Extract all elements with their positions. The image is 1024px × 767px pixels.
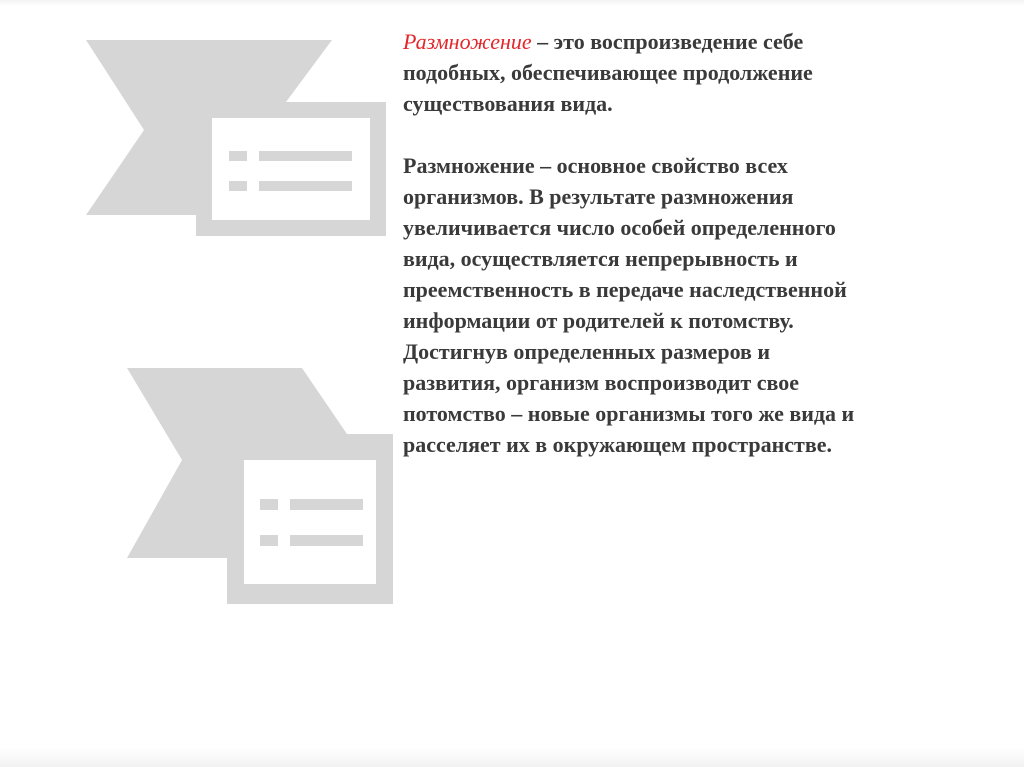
ribbon-list-icon [86,40,386,236]
definition-term: Размножение [403,29,532,54]
body-line: информации от родителей к потомству. [403,308,794,333]
ribbon-list-icon [127,368,393,604]
definition-line: существования вида. [403,91,613,116]
body-line: увеличивается число особей определенного [403,215,836,240]
body-line: организмов. В результате размножения [403,184,794,209]
definition-line: подобных, обеспечивающее продолжение [403,60,813,85]
body-line: Размножение – основное свойство всех [403,153,788,178]
body-line: преемственность в передаче наследственной [403,277,847,302]
definition-paragraph [403,26,1003,119]
body-paragraph [403,150,1003,460]
body-line: потомство – новые организмы того же вида и [403,401,855,426]
slide-text [403,26,1003,460]
body-line: вида, осуществляется непрерывность и [403,246,798,271]
body-line: Достигнув определенных размеров и [403,339,771,364]
body-line: расселяет их в окружающем пространстве. [403,432,832,457]
definition-line: – это воспроизведение себе [531,29,804,54]
body-line: развития, организм воспроизводит свое [403,370,799,395]
